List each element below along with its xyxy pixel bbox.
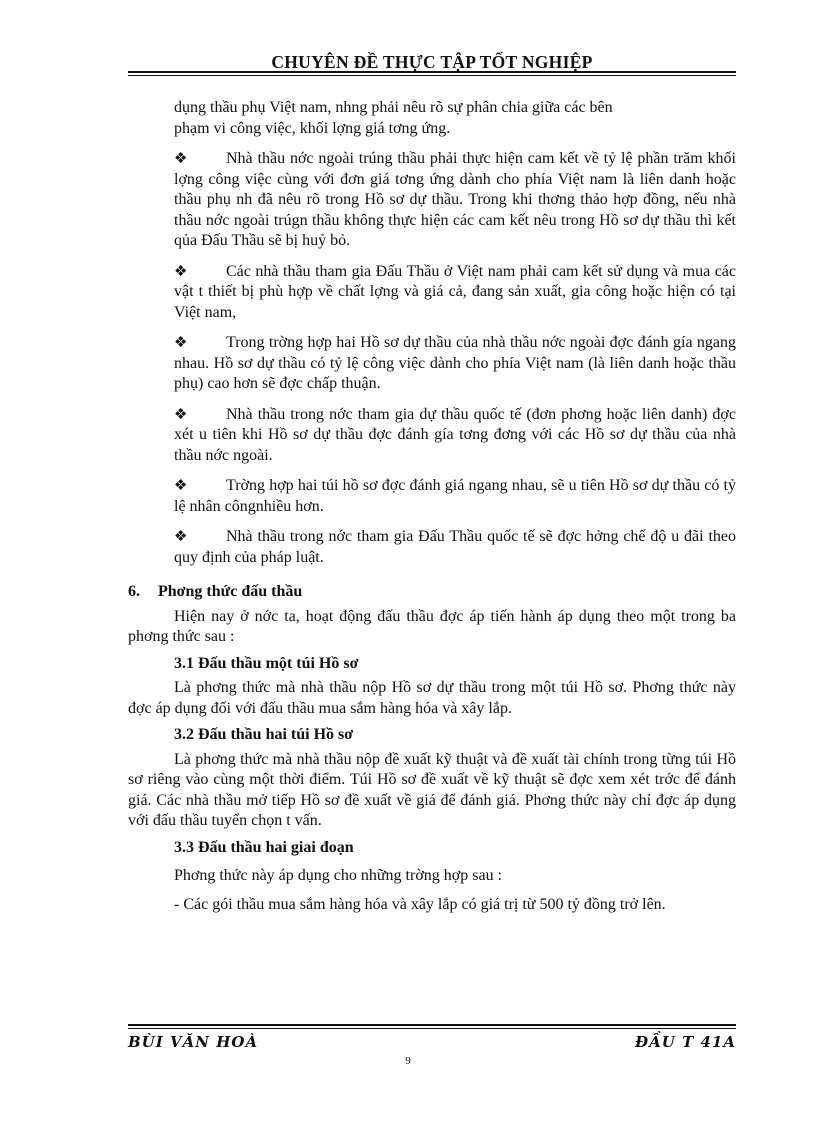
bullet-text: Nhà thầu trong nớc tham gia dự thầu quốc tế (đơn phơng hoặc liên danh) đợc xét u tiên khi Hồ sơ dự thầu đợc đánh gía tơng đơng với các Hồ sơ dự thầu của nhà thầu nớc ngoài.	[174, 405, 736, 464]
bullet-text: Nhà thầu nớc ngoài trúng thầu phải thực hiện cam kết về tỷ lệ phần trăm khối lợng công việc cùng với đơn giá tơng ứng dành cho phía Việt nam là liên danh hoặc thầu phụ nh đã nêu rõ trong Hồ sơ dự thầu. Trong khi thơng thảo hợp đồng, nếu nhà thầu nớc ngoài trúgn thầu không thực hiện các cam kết nêu trong Hồ sơ dự thầu thì kết qủa Đấu Thầu sẽ bị huỷ bỏ.	[174, 150, 736, 249]
bullet-item	[174, 527, 736, 568]
intro-line-1: dụng thầu phụ Việt nam, nhng phải nêu rõ sự phân chia giữa các bên	[174, 99, 613, 116]
diamond-bullet-icon: ❖	[174, 335, 188, 351]
bullet-text: Trờng hợp hai túi hồ sơ đợc đánh giá ngang nhau, sẽ u tiên Hồ sơ dự thầu có tỷ lệ nhân côngnhiều hơn.	[174, 477, 736, 515]
bullet-text: Các nhà thầu tham gia Đấu Thầu ở Việt nam phải cam kết sử dụng và mua các vật t thiết bị phù hợp về chất lợng và giá cả, đang sản xuất, gia công hoặc hiện có tại Việt nam,	[174, 262, 736, 321]
bullet-item	[174, 149, 736, 252]
footer-class: ĐẦU T 41A	[635, 1033, 736, 1051]
subsection-paragraph-3-2: Là phơng thức mà nhà thầu nộp đề xuất kỹ thuật và đề xuất tài chính trong từng túi Hồ sơ riêng vào cùng một thời điểm. Túi Hồ sơ đề xuất về kỹ thuật sẽ đợc xem xét trớc để đánh giá. Các nhà thầu mở tiếp Hồ sơ đề xuất về giá để đánh giá. Phơng thức này chỉ đợc áp dụng với đấu thầu tuyển chọn t vấn.	[128, 750, 736, 829]
page-number: 9	[405, 1055, 411, 1067]
diamond-bullet-icon: ❖	[174, 478, 188, 494]
footer-rule-thin	[128, 1028, 736, 1029]
bullet-item	[174, 405, 736, 467]
section-number: 6.	[128, 583, 140, 600]
document-body	[128, 98, 736, 915]
footer-author: BÙI VĂN HOÀ	[128, 1033, 259, 1051]
subsection-heading-3-3: 3.3 Đấu thầu hai giai đoạn	[174, 838, 354, 856]
bullet-item	[174, 333, 736, 395]
bullet-item	[174, 476, 736, 517]
subsection-paragraph-3-3b: - Các gói thầu mua sắm hàng hóa và xây lắp có giá trị từ 500 tỷ đồng trở lên.	[174, 895, 666, 913]
intro-line-2: phạm vi công việc, khối lợng giá tơng ứng.	[174, 119, 451, 137]
footer-rule-thick	[128, 1024, 736, 1026]
diamond-bullet-icon: ❖	[174, 406, 188, 423]
subsection-paragraph-3-3a: Phơng thức này áp dụng cho những trờng hợp sau :	[174, 867, 503, 884]
section-title: Phơng thức đấu thầu	[158, 583, 303, 600]
bullet-text: Nhà thầu trong nớc tham gia Đấu Thầu quốc tế sẽ đợc hởng chế độ u đãi theo quy định của pháp luật.	[174, 528, 736, 566]
subsection-paragraph-3-1: Là phơng thức mà nhà thầu nộp Hồ sơ dự thầu trong một túi Hồ sơ. Phơng thức này đợc áp dụng đối với đấu thầu mua sắm hàng hóa và xây lắp.	[128, 679, 736, 717]
diamond-bullet-icon: ❖	[174, 263, 188, 280]
header-rule-thick	[128, 71, 736, 73]
section-paragraph: Hiện nay ở nớc ta, hoạt động đấu thầu đợc áp tiến hành áp dụng theo một trong ba phơng thức sau :	[128, 607, 736, 645]
page-header-title: CHUYÊN ĐỀ THỰC TẬP TỐT NGHIỆP	[271, 52, 593, 71]
section-heading	[128, 582, 736, 603]
bullet-item	[174, 262, 736, 324]
diamond-bullet-icon: ❖	[174, 151, 188, 167]
bullet-text: Trong trờng hợp hai Hồ sơ dự thầu của nhà thầu nớc ngoài đợc đánh gía ngang nhau. Hồ sơ dự thầu có tỷ lệ công việc dành cho phía Việt nam (là liên danh hoặc thầu phụ) cao hơn sẽ đợc chấp thuận.	[174, 334, 736, 392]
diamond-bullet-icon: ❖	[174, 529, 188, 545]
subsection-heading-3-1: 3.1 Đấu thầu một túi Hồ sơ	[174, 654, 359, 672]
subsection-heading-3-2: 3.2 Đấu thầu hai túi Hồ sơ	[174, 726, 354, 743]
header-rule-thin	[128, 75, 736, 76]
